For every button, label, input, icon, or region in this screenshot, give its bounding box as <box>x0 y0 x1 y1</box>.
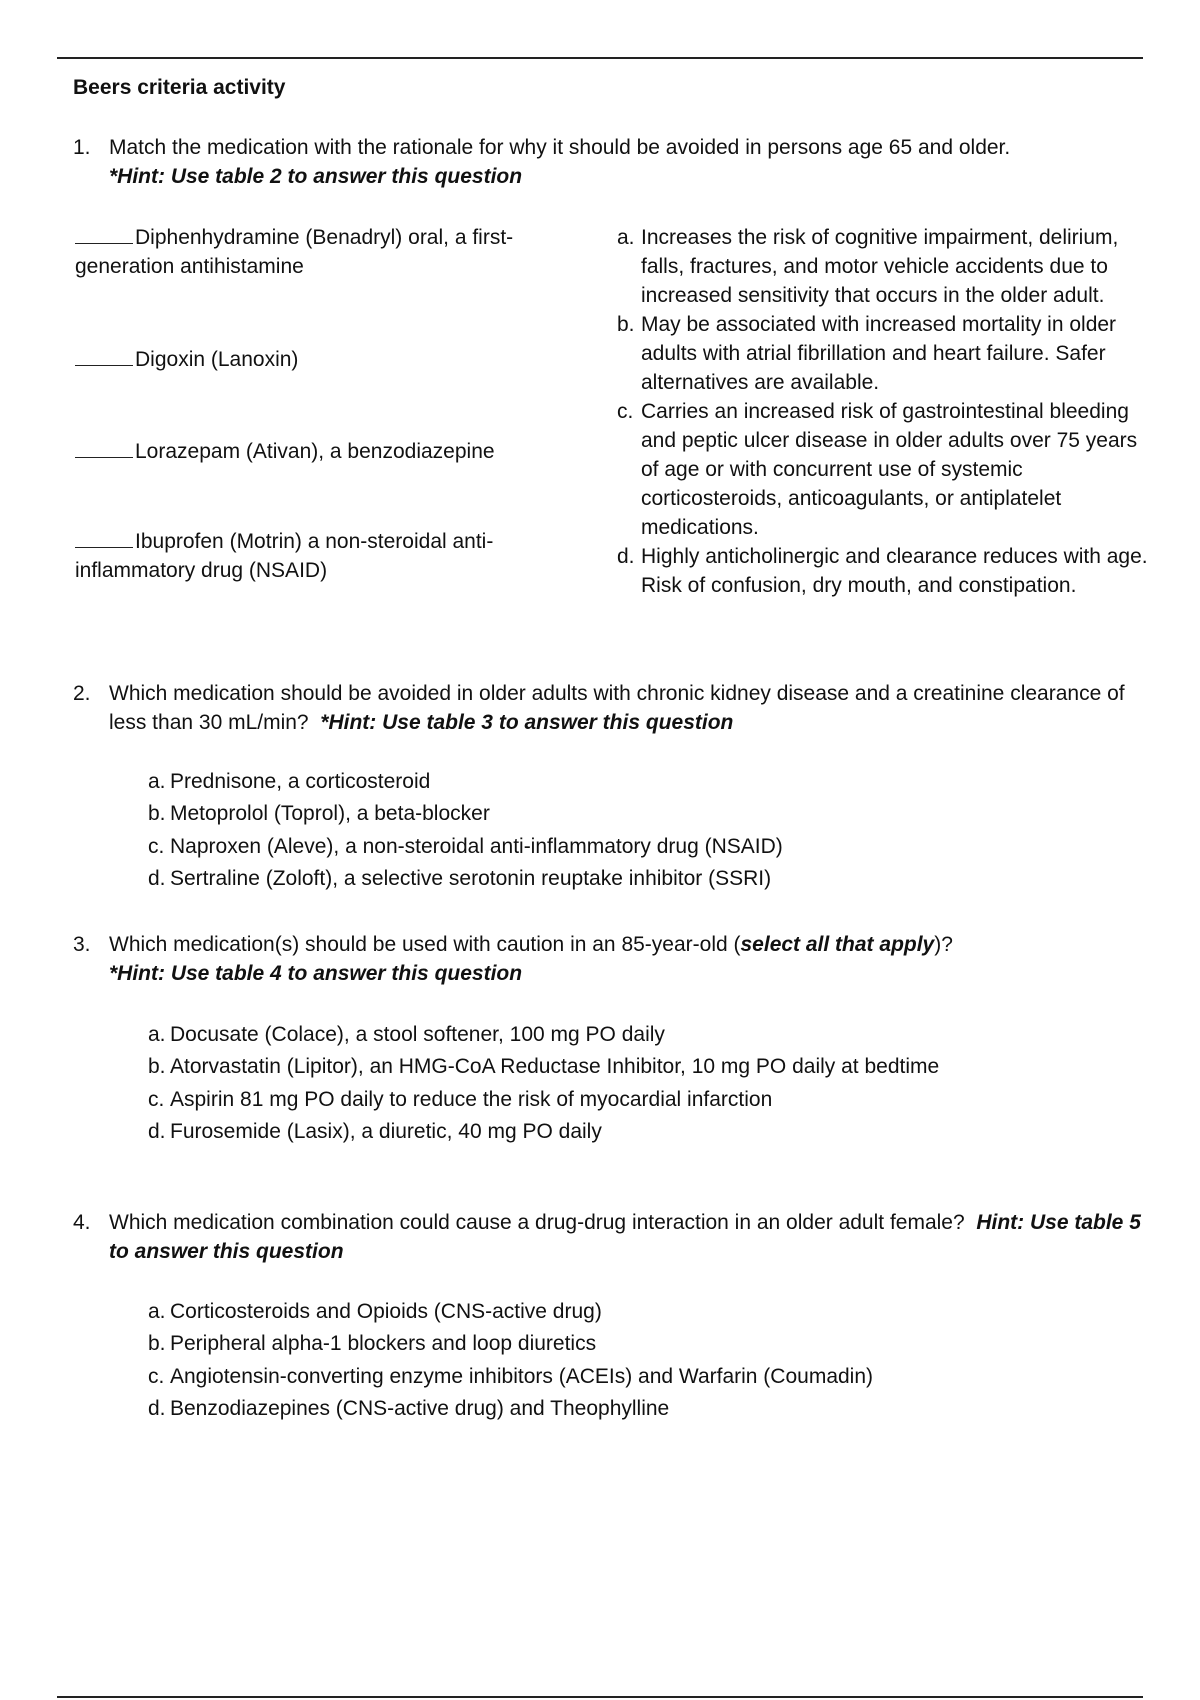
question-hint: *Hint: Use table 3 to answer this question <box>320 710 734 734</box>
question-2 <box>73 680 1163 738</box>
question-4 <box>73 1209 1163 1267</box>
rationale-item: a. Increases the risk of cognitive impairment, delirium, falls, fractures, and motor vehicle accidents due to increased sensitivity that occurs in the older adult. <box>617 226 1119 307</box>
question-text: Which medication should be avoided in older adults with chronic kidney disease and a creatinine clearance of less than 30 mL/min? <box>109 682 1125 734</box>
rationale-item: d. Highly anticholinergic and clearance reduces with age. Risk of confusion, dry mouth, and constipation. <box>617 544 1148 597</box>
medication-item: Diphenhydramine (Benadryl) oral, a first-generation antihistamine <box>75 226 514 278</box>
question-text: Which medication(s) should be used with caution in an 85-year-old (select all that apply)? <box>109 933 953 956</box>
answer-blank[interactable] <box>75 439 133 458</box>
footer-rule <box>57 1696 1143 1698</box>
answer-option[interactable]: c. Naproxen (Aleve), a non-steroidal anti-inflammatory drug (NSAID) <box>148 834 783 858</box>
answer-option[interactable]: a. Corticosteroids and Opioids (CNS-active drug) <box>148 1299 602 1323</box>
question-number: 4. <box>73 1211 91 1234</box>
question-hint: *Hint: Use table 2 to answer this question <box>109 164 523 188</box>
answer-blank[interactable] <box>75 347 133 366</box>
question-number: 1. <box>73 136 91 159</box>
answer-option[interactable]: b. Metoprolol (Toprol), a beta-blocker <box>148 802 490 826</box>
answer-option[interactable]: b. Atorvastatin (Lipitor), an HMG-CoA Reductase Inhibitor, 10 mg PO daily at bedtime <box>148 1055 940 1079</box>
answer-option[interactable]: a. Docusate (Colace), a stool softener, 100 mg PO daily <box>148 1022 665 1046</box>
question-hint: *Hint: Use table 4 to answer this question <box>109 961 523 985</box>
question-emphasis: select all that apply <box>740 933 935 956</box>
document-title: Beers criteria activity <box>73 76 286 99</box>
medication-item: Ibuprofen (Motrin) a non-steroidal anti-inflammatory drug (NSAID) <box>75 530 494 582</box>
answer-option[interactable]: d. Furosemide (Lasix), a diuretic, 40 mg PO daily <box>148 1120 602 1144</box>
medication-item: Digoxin (Lanoxin) <box>75 346 555 375</box>
question-text: Match the medication with the rationale for why it should be avoided in persons age 65 and older. <box>109 136 1011 159</box>
answer-option[interactable]: c. Angiotensin-converting enzyme inhibitors (ACEIs) and Warfarin (Coumadin) <box>148 1364 874 1388</box>
question-text: Which medication combination could cause a drug-drug interaction in an older adult female? <box>109 1211 965 1234</box>
header-rule <box>57 57 1143 59</box>
question-3 <box>73 931 1163 989</box>
answer-option[interactable]: d. Sertraline (Zoloft), a selective serotonin reuptake inhibitor (SSRI) <box>148 867 772 891</box>
answer-option[interactable]: d. Benzodiazepines (CNS-active drug) and Theophylline <box>148 1397 670 1421</box>
question-number: 3. <box>73 933 91 956</box>
answer-option[interactable]: b. Peripheral alpha-1 blockers and loop diuretics <box>148 1332 597 1356</box>
answer-options <box>148 1019 1148 1149</box>
question-hint: Hint: Use table 5 to answer this question <box>109 1211 1141 1263</box>
answer-option[interactable]: a. Prednisone, a corticosteroid <box>148 769 431 793</box>
answer-options <box>148 766 1148 896</box>
medication-item: Lorazepam (Ativan), a benzodiazepine <box>75 438 555 467</box>
rationale-item: c. Carries an increased risk of gastrointestinal bleeding and peptic ulcer disease in older adults over 75 years of age or with concurrent use of systemic corticosteroids, anticoagulants, or antiplatelet medications. <box>617 399 1138 539</box>
answer-blank[interactable] <box>75 225 133 244</box>
question-number: 2. <box>73 682 91 705</box>
question-1 <box>73 134 1163 192</box>
answer-option[interactable]: c. Aspirin 81 mg PO daily to reduce the risk of myocardial infarction <box>148 1087 773 1111</box>
answer-blank[interactable] <box>75 529 133 548</box>
answer-options <box>148 1296 1148 1426</box>
rationale-item: b. May be associated with increased mortality in older adults with atrial fibrillation and heart failure. Safer alternatives are available. <box>617 312 1117 394</box>
rationale-list <box>617 224 1157 601</box>
